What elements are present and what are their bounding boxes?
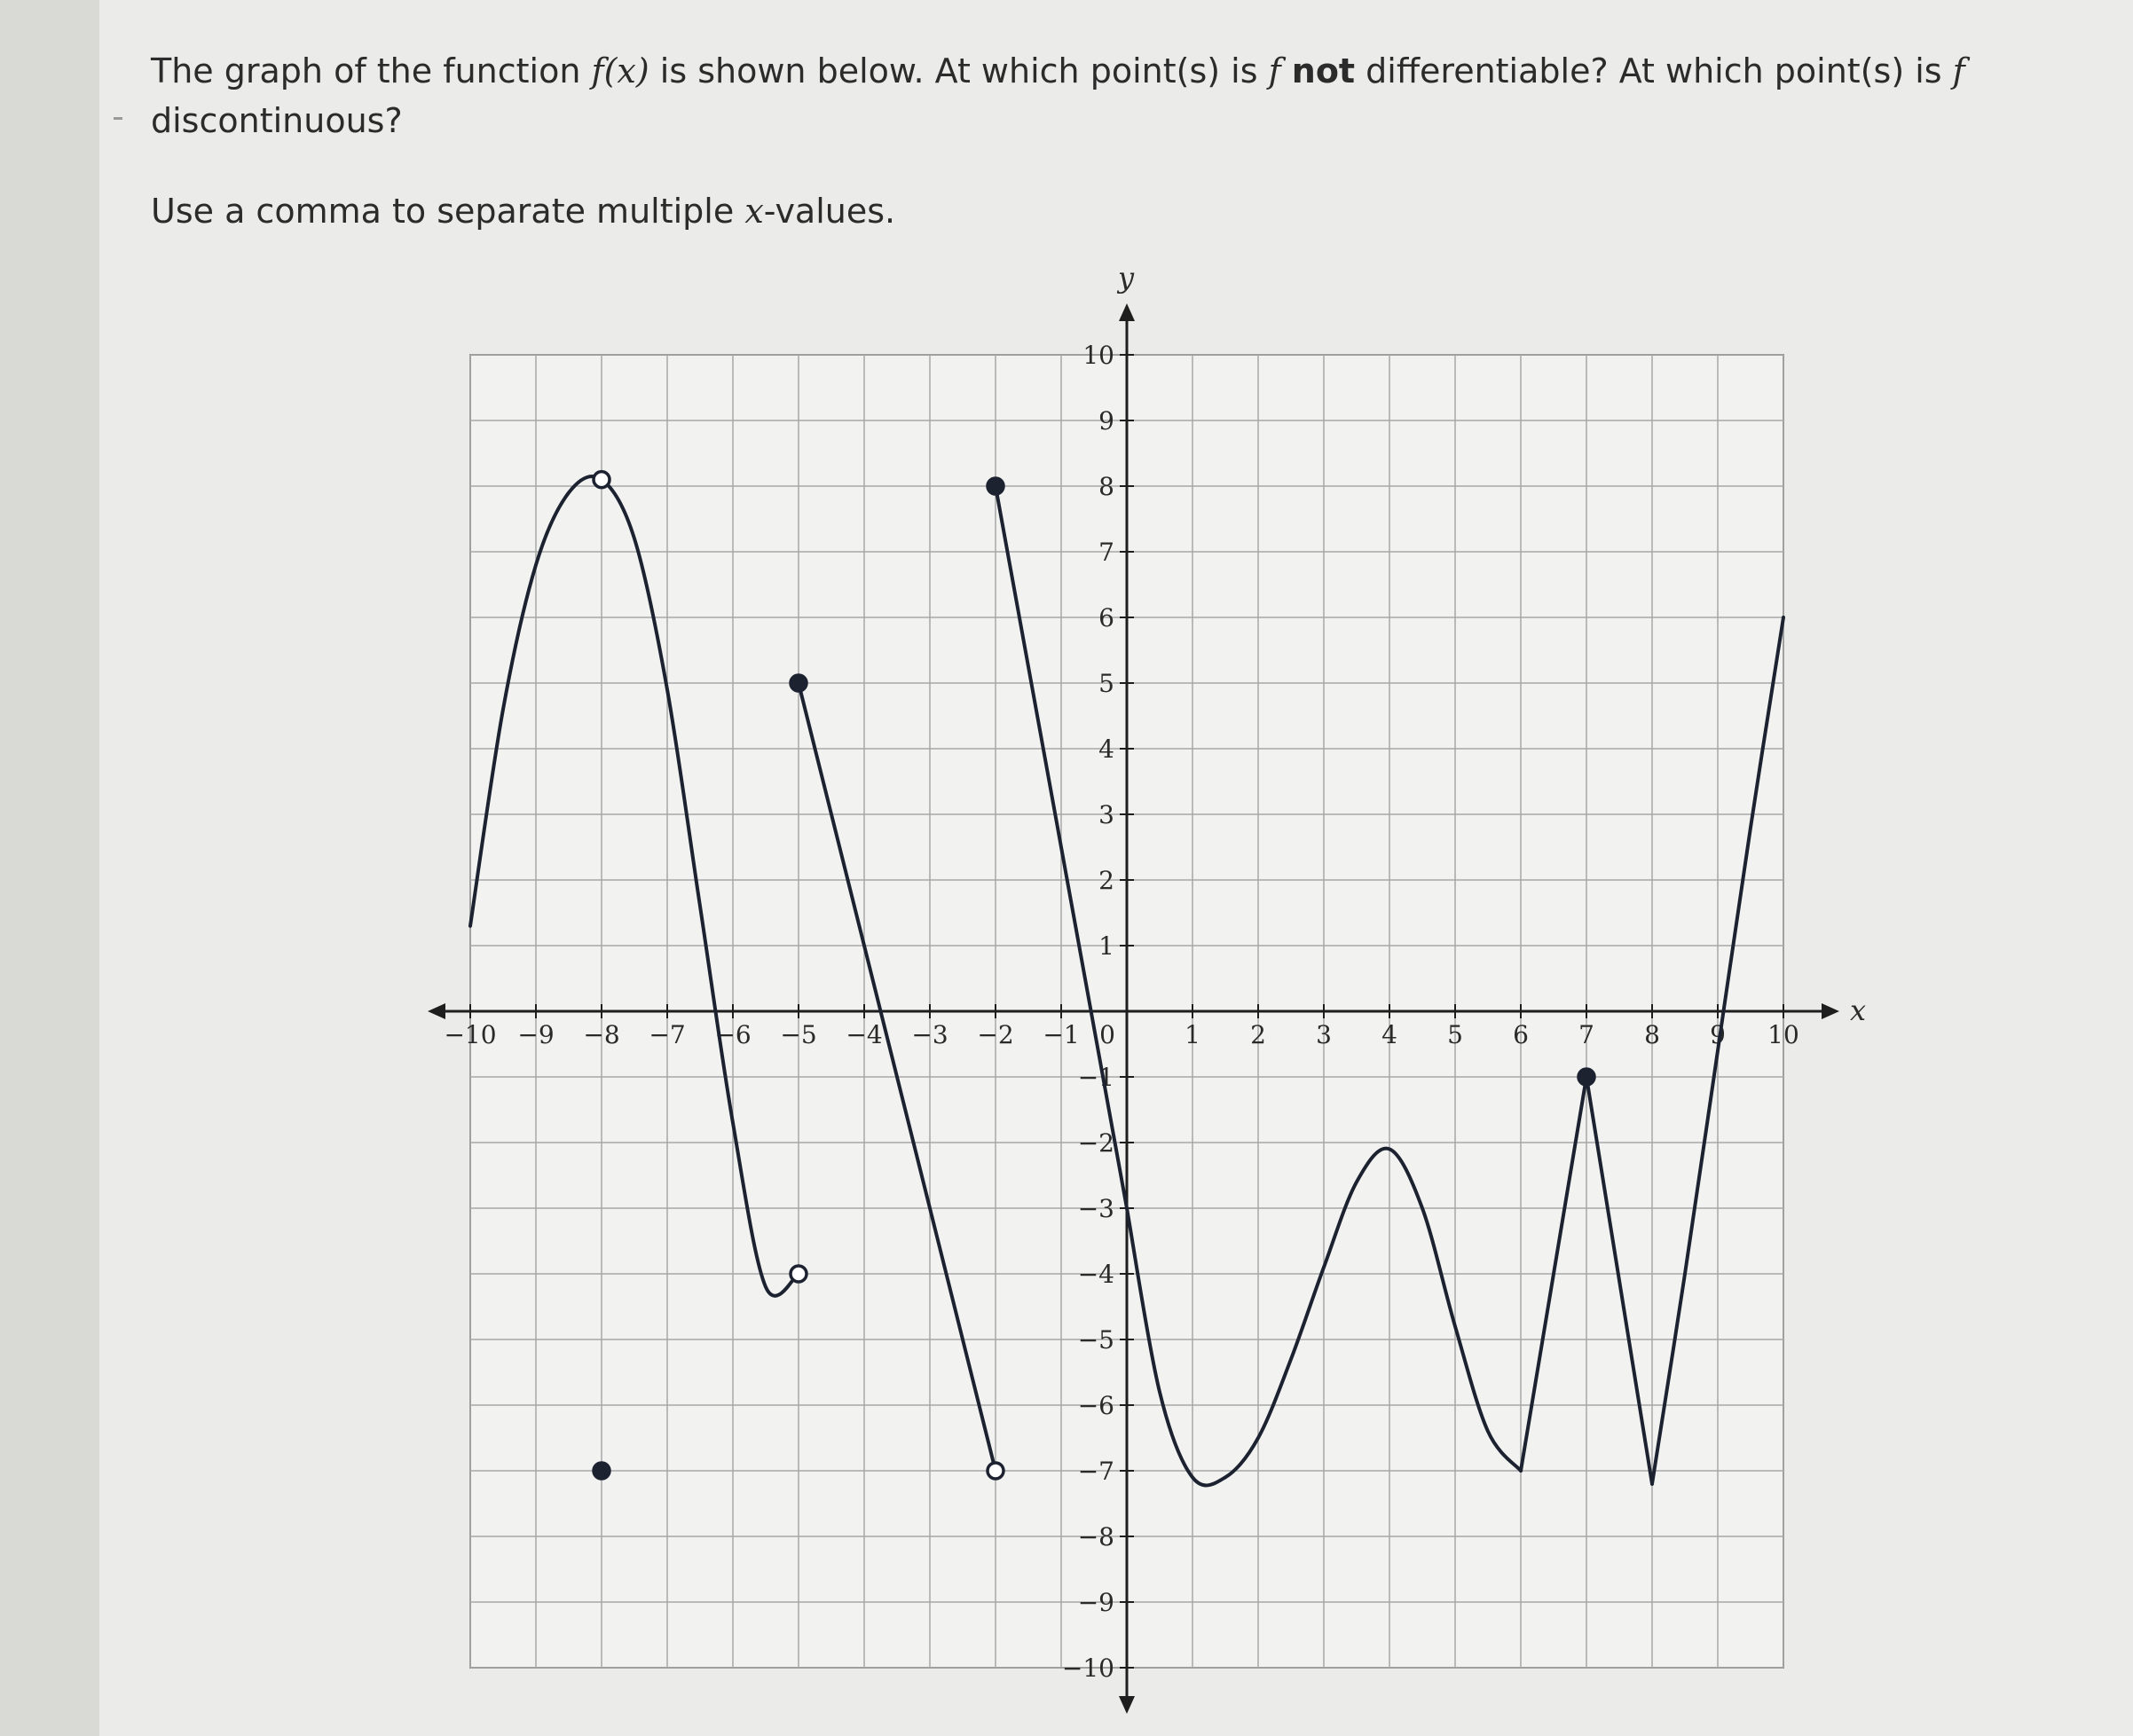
instruction-text — [151, 186, 1482, 236]
x-tick-label: −8 — [583, 1020, 620, 1049]
x-tick-label: −4 — [846, 1020, 883, 1049]
x-tick-label: 7 — [1578, 1020, 1594, 1049]
y-tick-label: −2 — [1077, 1128, 1114, 1158]
y-tick-label: −10 — [1061, 1654, 1114, 1683]
x-tick-label: −6 — [714, 1020, 752, 1049]
question-f1: f — [1268, 51, 1281, 90]
x-axis-arrow-right — [1822, 1003, 1839, 1019]
y-tick-label: −4 — [1077, 1260, 1114, 1289]
y-tick-label: 9 — [1098, 406, 1114, 436]
x-tick-label: −1 — [1043, 1020, 1080, 1049]
x-tick-label: 6 — [1513, 1020, 1529, 1049]
y-tick-label: −8 — [1077, 1522, 1114, 1551]
y-tick-label: 3 — [1098, 800, 1114, 829]
x-axis-label: x — [1850, 994, 1867, 1027]
x-tick-label: −7 — [649, 1020, 686, 1049]
y-tick-label: 8 — [1098, 472, 1114, 501]
question-part3: differentiable? At which point(s) is — [1355, 51, 1953, 90]
x-tick-label: −9 — [517, 1020, 555, 1049]
closed-point — [594, 1463, 610, 1479]
y-tick-label: −9 — [1077, 1588, 1114, 1617]
question-part1: The graph of the function — [151, 51, 592, 90]
function-graph — [408, 266, 1899, 1721]
x-tick-label: 9 — [1710, 1020, 1726, 1049]
instruction-after: -values. — [763, 192, 896, 231]
y-tick-label: 7 — [1098, 538, 1114, 567]
question-f2: f — [1952, 51, 1965, 90]
y-tick-label: 4 — [1098, 734, 1114, 764]
y-axis-label: y — [1118, 266, 1135, 295]
instruction-var: x — [744, 192, 764, 231]
x-tick-label: −2 — [977, 1020, 1014, 1049]
question-text — [151, 46, 2014, 145]
closed-point — [791, 675, 807, 691]
x-axis-arrow-left — [428, 1003, 445, 1019]
x-tick-label: 8 — [1644, 1020, 1660, 1049]
y-tick-label: −6 — [1077, 1391, 1114, 1420]
open-point — [988, 1463, 1004, 1479]
y-tick-label: 1 — [1098, 931, 1114, 961]
x-tick-label: 3 — [1316, 1020, 1332, 1049]
edge-dash — [114, 117, 122, 120]
question-part4: discontinuous? — [151, 101, 403, 140]
closed-point — [988, 478, 1004, 494]
x-tick-label: 5 — [1447, 1020, 1463, 1049]
y-tick-label: −1 — [1077, 1063, 1114, 1092]
open-point — [791, 1266, 807, 1282]
question-part2: is shown below. At which point(s) is — [649, 51, 1269, 90]
y-tick-label: 10 — [1082, 341, 1114, 370]
closed-point — [1578, 1069, 1594, 1085]
question-bold-not: not — [1291, 51, 1356, 90]
x-tick-label: 2 — [1250, 1020, 1266, 1049]
y-tick-label: 2 — [1098, 866, 1114, 895]
y-axis-arrow-up — [1119, 303, 1135, 321]
x-tick-label: 10 — [1767, 1020, 1799, 1049]
x-tick-label: 1 — [1185, 1020, 1200, 1049]
x-tick-label: −10 — [444, 1020, 497, 1049]
y-tick-label: −7 — [1077, 1457, 1114, 1486]
y-tick-label: 6 — [1098, 603, 1114, 632]
x-tick-label: 0 — [1099, 1020, 1115, 1049]
y-axis-arrow-down — [1119, 1696, 1135, 1714]
question-fx: f(x) — [591, 51, 649, 90]
open-point — [594, 472, 610, 488]
x-tick-label: −3 — [911, 1020, 948, 1049]
x-tick-label: 4 — [1381, 1020, 1397, 1049]
x-tick-label: −5 — [780, 1020, 817, 1049]
y-tick-label: 5 — [1098, 669, 1114, 698]
instruction-before: Use a comma to separate multiple — [151, 192, 745, 231]
y-tick-label: −5 — [1077, 1325, 1114, 1355]
y-tick-label: −3 — [1077, 1194, 1114, 1223]
